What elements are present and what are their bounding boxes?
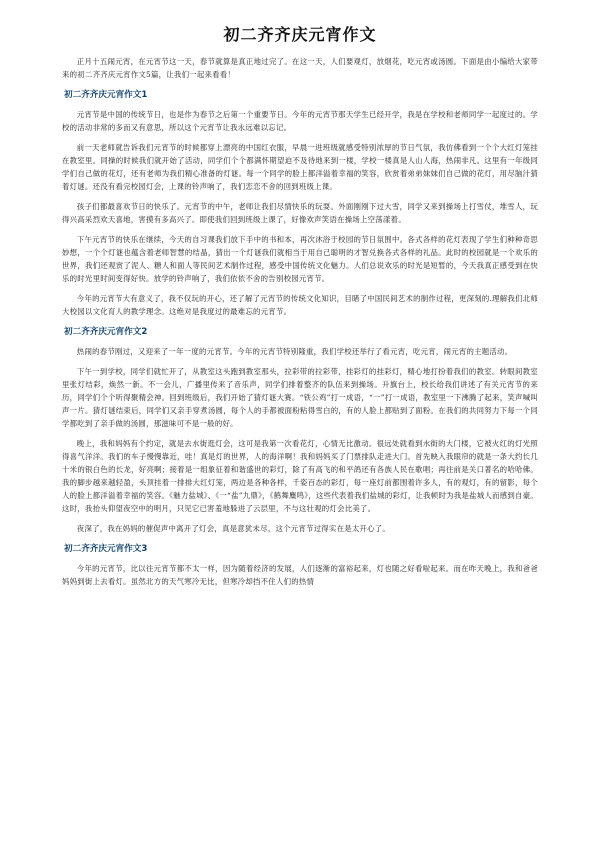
- paragraph: 前一天老师就告诉我们元宵节的时候都穿上漂亮的中国红衣服，早晨一进班级就感受特别浓厚的节日气氛，我仿佛看到一个个大红灯笼挂在教室里。同操的时候我们就开始了活动，同学们个个都满怀期望迫不及待地来到一楼，学校一楼真是人山人海，热闹非凡。这里有一年级同学们自己做的花灯，还有老师为我们精心准备的灯谜。每一个同学的脸上都洋溢着幸福的笑容，欣赏着弟弟妹妹们自己做的花灯，用尽脑汁猜着灯谜。还没有看完校园灯会，上课的铃声响了，我们恋恋不舍的回到班级上课。: [62, 143, 538, 191]
- essay-section-2: [62, 325, 538, 535]
- essay-section-3: [62, 542, 538, 588]
- paragraph: 元宵节是中国的传统节日，也是作为春节之后第一个重要节日。今年的元宵节那天学生已经开学，我是在学校和老师同学一起度过的。学校的活动非常的多而又有意思，所以这个元宵节让我永远难以忘记。: [62, 110, 538, 132]
- paragraph: 晚上，我和妈妈有个约定，就是去水街逛灯会，这可是我第一次看花灯，心情无比激动。很远处就看到水街的大门楼，它被火红的灯光照得喜气洋洋。我们的车子慢慢靠近，哇！真是灯的世界，人的海洋啊！我和妈妈买了门票排队走进大门。首先映入我眼帘的就是一条大约长几十米的银白色的长龙，好亮啊；接着是一组象征着和谐盛世的彩灯，除了有高飞的和平鸽还有各族人民在歌唱；再往前是关口著名的哈哈佛。我的脚步越来越轻盈，头顶挂着一排排大红灯笼，两边是各种各样，千姿百态的彩灯，每一座灯前都围着许多人，有的观灯，有的留影，每个人的脸上都洋溢着幸福的笑容。《魅力盐城》、《一“盐”九鼎》，《鹤舞麋鸣》，这些代表着我们盐城的彩灯，让我顿时为我是盐城人而感到自豪。这时，我抬头仰望夜空中的明月，只见它已害羞地躲进了云层里，不与这壮观的灯会比美了。: [62, 439, 538, 513]
- intro-paragraph: 正月十五闹元宵，在元宵节这一天，春节就算是真正地过完了。在这一天，人们要观灯，放烟花，吃元宵或汤圆。下面是由小编给大家带来的初二齐齐庆元宵作文5篇，让我们一起来看看！: [62, 57, 538, 79]
- paragraph: 下午元宵节的快乐在继续，今天的自习课我们放下手中的书和本，再次沐浴于校园的节日氛围中。各式各样的花灯表现了学生们种种奇思妙想，一个个灯谜也蕴含着老师智慧的结晶，猜出一个灯谜我们就相当于用自己聪明的才智兑换各式各样的礼品。此时的校园就是一个欢乐的世界，我们还观赏了泥人、糖人和面人等民间艺术制作过程，感受中国传统文化魅力。人们总说欢乐的时光是短暂的，今天我真正感受到在快乐的时光里时间变得好快。放学的铃声响了，我们依依不舍的告别校园元宵节。: [62, 235, 538, 283]
- document-title: 初二齐齐庆元宵作文: [223, 25, 377, 44]
- section-heading: 初二齐齐庆元宵作文2: [64, 327, 148, 337]
- paragraph: 今年的元宵节，比以往元宵节都不太一样，因为随着经济的发展，人们逐渐的富裕起来，灯也随之好看啦起来。而在昨天晚上，我和爸爸妈妈到街上去看灯。虽然北方的天气寒冷无比，但寒冷却挡不住人们的热情: [62, 564, 538, 586]
- essay-section-1: [62, 88, 538, 318]
- paragraph: 今年的元宵节大有意义了，我不仅玩的开心，还了解了元宵节的传统文化知识，目睹了中国民间艺术的制作过程，更深刻的.理解我们北师大校园以文化育人的教学理念。这绝对是我度过的最难忘的元宵节。: [62, 294, 538, 316]
- section-heading: 初二齐齐庆元宵作文1: [64, 90, 148, 100]
- paragraph: 热闹的春节刚过，又迎来了一年一度的元宵节。今年的元宵节特别隆重，我们学校还举行了看元宵，吃元宵，闹元宵的主题活动。: [76, 347, 513, 356]
- section-heading: 初二齐齐庆元宵作文3: [64, 544, 148, 554]
- paragraph: 夜深了，我在妈妈的催促声中离开了灯会，真是意犹未尽，这个元宵节过得实在是太开心了。: [76, 524, 391, 533]
- paragraph: 孩子们都最喜欢节日的快乐了。元宵节的中午，老师让我们尽情快乐的玩耍。外面刚刚下过大雪，同学又来到操场上打雪仗，堆雪人，玩得兴高采烈欢天喜地，害摸有多高兴了。即使我们回到班级上课了，好像欢声笑语在操场上空荡漾着。: [62, 202, 538, 224]
- paragraph: 下午一到学校，同学们就忙开了，从教室这头跑到教室那头，拉彩带的拉彩带，挂彩灯的挂彩灯，精心地打扮着我们的教室。转眼间教室里张灯结彩，焕然一新。不一会儿，广播里传来了音乐声，同学们排着整齐的队伍来到操场。升旗台上，校长给我们讲述了有关元宵节的来历，同学们个个听得聚精会神。回到班级后，我们开始了猜灯谜大赛。“铁公鸡”打一成语，“一”打一成语，教室里一下沸腾了起来，笑声喊叫声一片。猜灯谜结束后，同学们又亲手穿煮汤圆，每个人的手都被面粉粘得雪白的，有的人脸上都贴到了面粉。在我们的共同努力下每一个同学都吃到了亲手做的汤圆，那滋味可不是一般的好。: [62, 367, 538, 428]
